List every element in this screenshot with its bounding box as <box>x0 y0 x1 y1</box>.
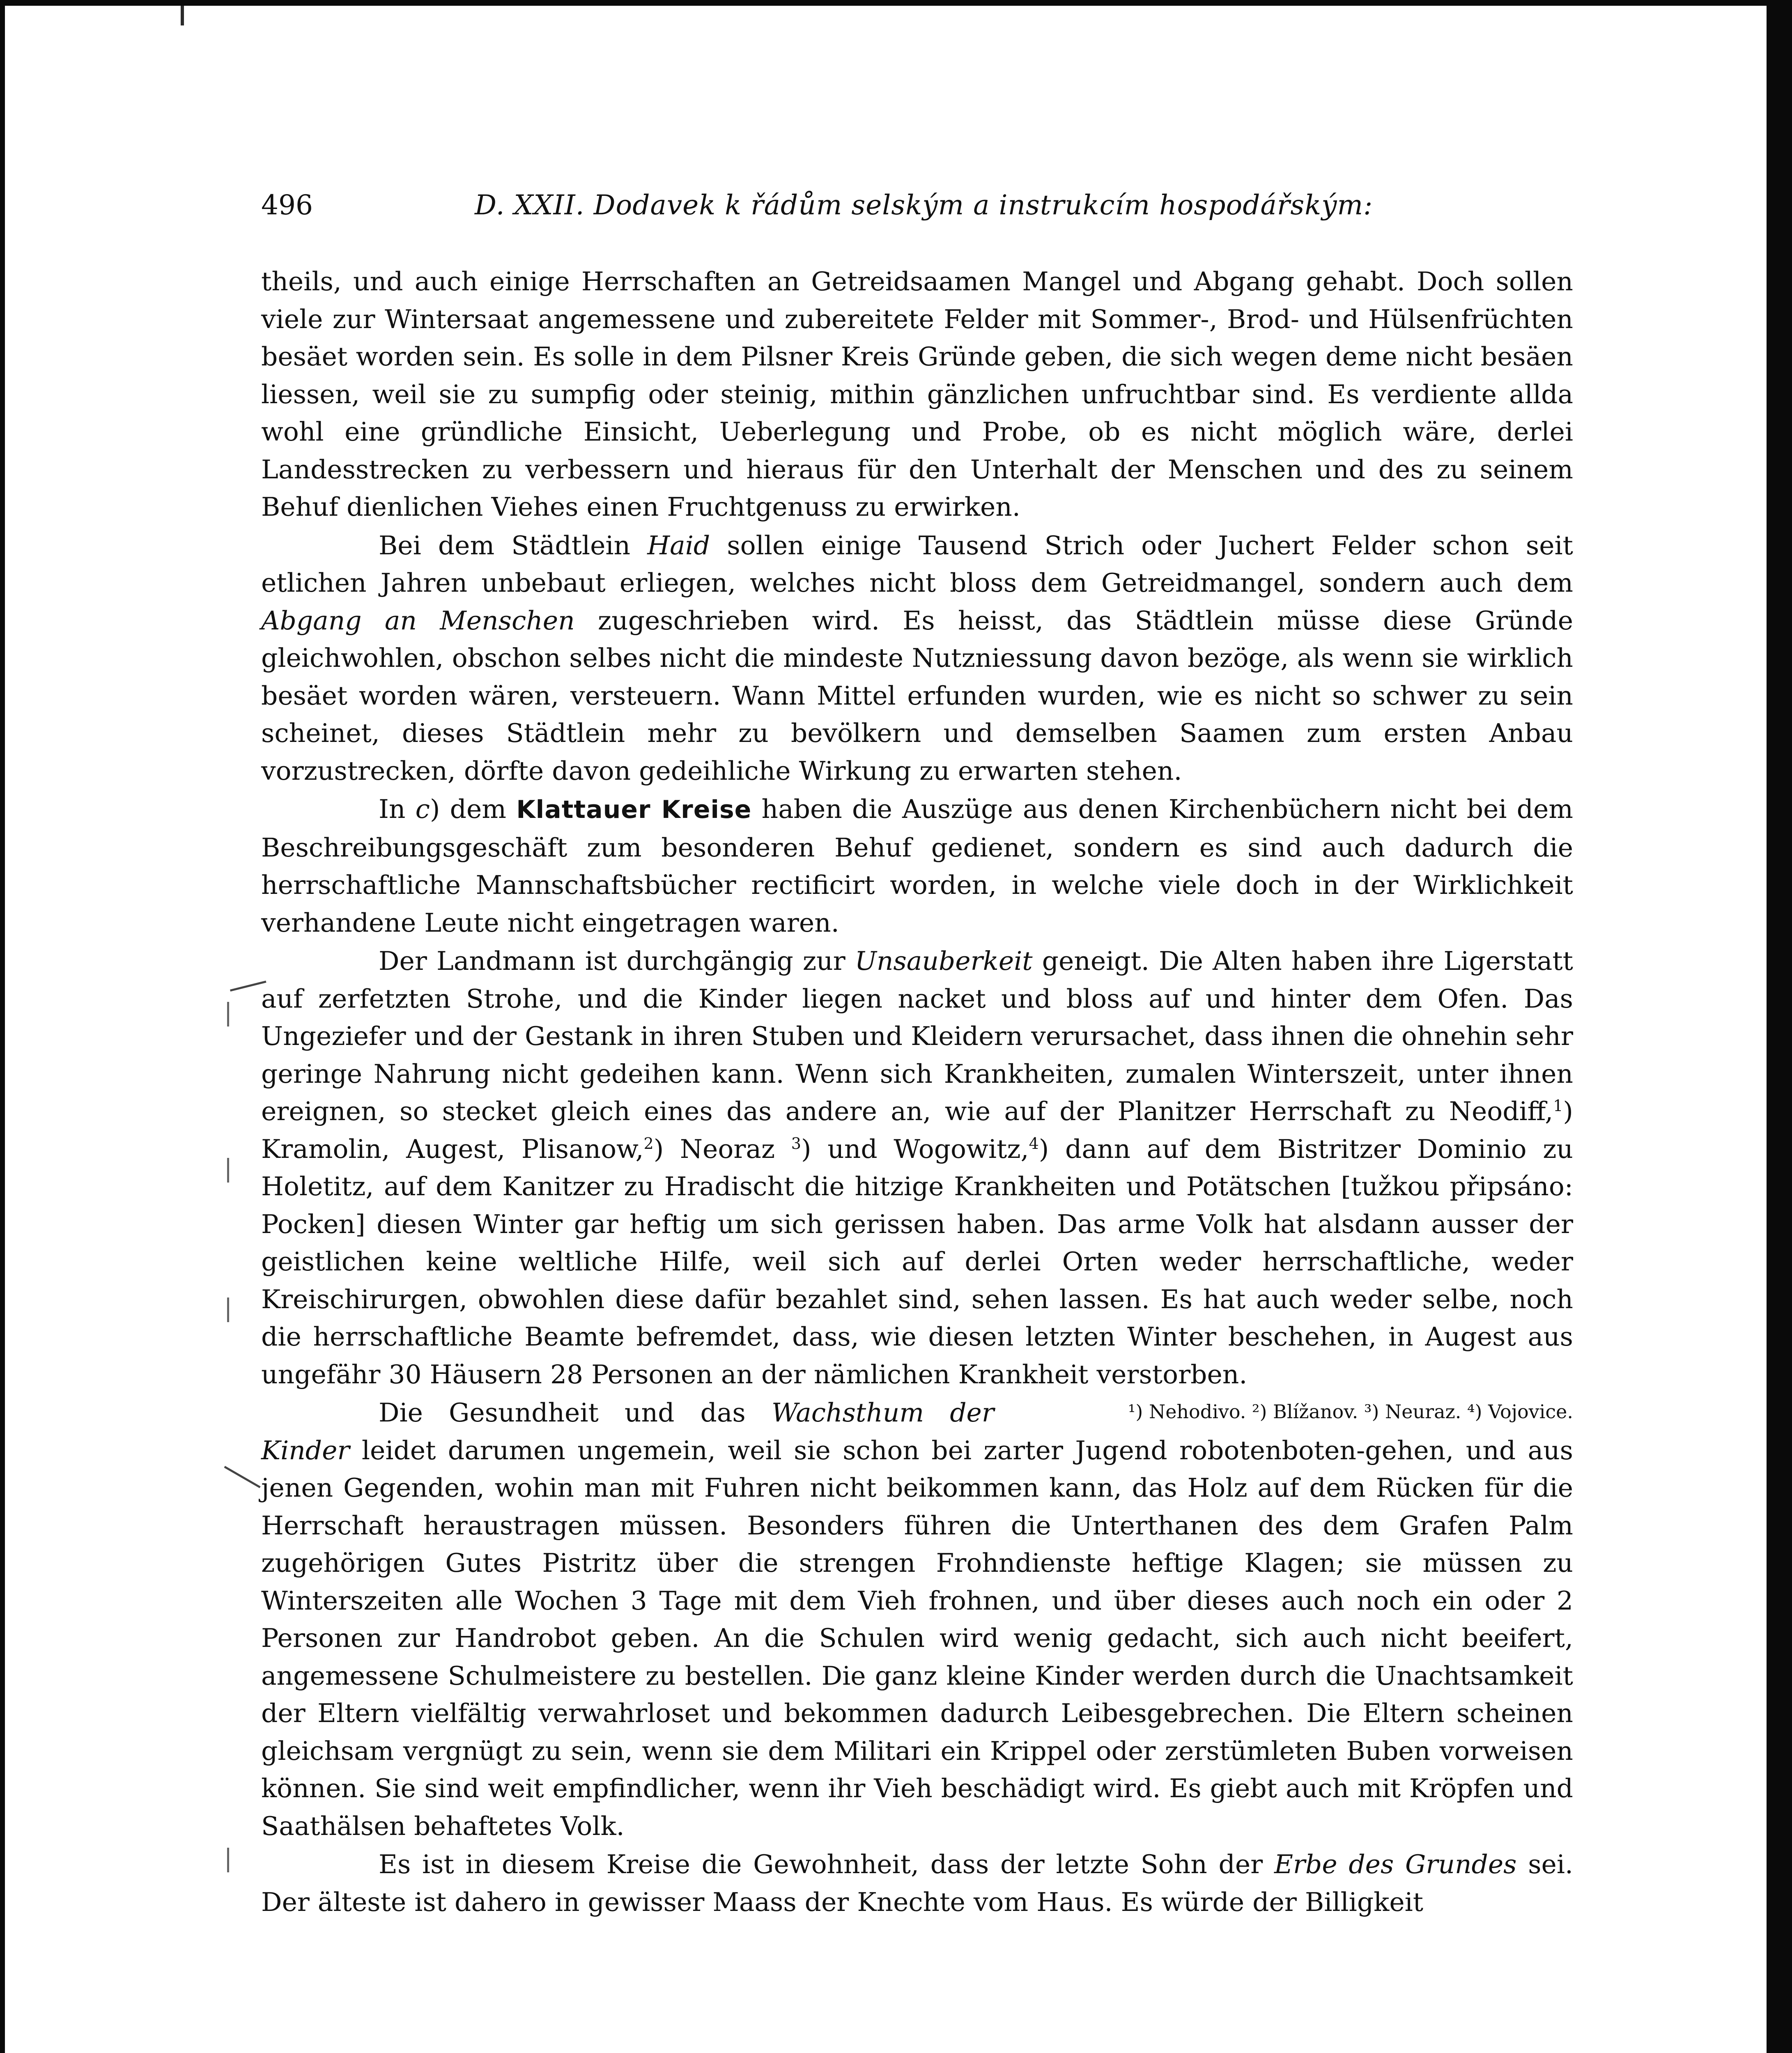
footnote-marker: 2 <box>643 1134 654 1153</box>
italic-emphasis: Abgang an Menschen <box>261 605 575 636</box>
paragraph <box>261 263 1573 526</box>
text-run: zugeschrieben wird. Es heisst, das Städtlein müsse diese Gründe gleichwohlen, obschon selbes nicht die mindeste Nutzniessung davon bezöge, als wenn sie wirklich besäet worden wären, versteuern. Wann Mittel erfunden wurden, wie es nicht so schwer zu sein scheinet, dieses Städtlein mehr zu bevölkern und demselben Saamen zum ersten Anbau vorzustrecken, dörfte davon gedeihliche Wirkung zu erwarten stehen. <box>261 605 1573 786</box>
text-run: leidet darumen ungemein, weil sie schon bei zarter Jugend robotenboten-gehen, und aus jenen Gegenden, wohin man mit Fuhren nicht beikommen kann, das Holz auf dem Rücken für die Herrschaft heraustragen müssen. Besonders führen die Unterthanen des dem Grafen Palm zugehörigen Gutes Pistritz über die strengen Frohndienste heftige Klagen; sie müssen zu Winterszeiten alle Wochen 3 Tage mit dem Vieh frohnen, und über dieses auch noch ein oder 2 Personen zur Handrobot geben. An die Schulen wird wenig gedacht, sich auch nicht beeifert, angemessene Schulmeistere zu bestellen. Die ganz kleine Kinder werden durch die Unachtsamkeit der Eltern vielfältig verwahrloset und bekommen dadurch Leibesgebrechen. Die Eltern scheinen gleichsam vergnügt zu sein, wenn sie dem Militari ein Krippel oder zerstümleten Buben vorweisen können. Sie sind weit empfindlicher, wenn ihr Vieh beschädigt wird. Es giebt auch mit Kröpfen und Saathälsen behaftetes Volk. <box>261 1435 1573 1841</box>
page-header <box>261 187 1573 224</box>
italic-letter: c <box>415 794 430 824</box>
paragraph-text: theils, und auch einige Herrschaften an Getreidsaamen Mangel und Abgang gehabt. Doch sollen viele zur Wintersaat angemessene und zubereitete Felder mit Sommer-, Brod- und Hülsenfrüchten besäet worden sein. Es solle in dem Pilsner Kreis Gründe geben, die sich wegen deme nicht besäen liessen, weil sie zu sumpfig oder steinig, mithin gänzlichen unfruchtbar sind. Es verdiente allda wohl eine gründliche Einsicht, Ueberlegung und Probe, ob es nicht möglich wäre, derlei Landesstrecken zu verbessern und hieraus für den Unterhalt der Menschen und des zu seinem Behuf dienlichen Viehes einen Fruchtgenuss zu erwirken. <box>261 266 1573 522</box>
text-run: sei. Der älteste ist dahero in gewisser Maass der Knechte vom Haus. Es würde der Billigkeit <box>261 1849 1573 1917</box>
body-text <box>261 263 1573 1921</box>
text-run: Kramolin, Augest, Plisanow, <box>261 1134 644 1164</box>
text-run: Bei dem Städtlein <box>379 530 648 560</box>
text-run: In <box>379 794 416 824</box>
margin-pencil-line <box>227 1297 229 1322</box>
paragraph <box>261 527 1573 790</box>
running-head: D. XXII. Dodavek k řádům selským a instrukcím hospodářským: <box>475 189 1373 221</box>
text-run: ) dem <box>430 794 517 824</box>
footnote-marker: 4 <box>1029 1134 1039 1153</box>
text-run: Es ist in diesem Kreise die Gewohnheit, dass der letzte Sohn der <box>379 1849 1274 1879</box>
paragraph <box>261 1394 1573 1845</box>
emphasized-region-name: Klattauer Kreise <box>516 795 752 824</box>
italic-emphasis: Erbe des Grundes <box>1274 1849 1517 1879</box>
text-run: Die Gesundheit und das <box>379 1398 772 1428</box>
text-run: Der Landmann ist durchgängig zur <box>379 946 855 976</box>
text-run: geneigt. Die Alten haben ihre Ligerstatt auf zerfetzten Strohe, und die Kinder liegen nacket und bloss auf und hinter dem Ofen. Das Ungeziefer und der Gestank in ihren Stuben und Kleidern verursachet, dass ihnen die ohnehin sehr geringe Nahrung nicht gedeihen kann. Wenn sich Krankheiten, zumalen Winterszeit, unter ihnen ereignen, so stecket gleich eines das andere an, wie auf der Planitzer Herrschaft zu Neodiff, <box>261 946 1573 1126</box>
paragraph <box>261 1846 1573 1921</box>
text-run: dann auf dem Bistritzer Dominio zu Holetitz, auf dem Kanitzer zu Hradischt die hitzige Krankheiten und Potätschen [tužkou připsáno: Pocken] diesen Winter gar heftig um sich gerissen haben. Das arme Volk hat alsdann ausser der geistlichen keine weltliche Hilfe, weil sich auf derlei Orten weder herrschaftliche, weder Kreischirurgen, obwohlen diese dafür bezahlet sind, sehen lassen. Es hat auch weder selbe, noch die herrschaftliche Beamte befremdet, dass, wie diesen letzten Winter beschehen, in Augest aus ungefähr 30 Häusern 28 Personen an der nämlichen Krankheit verstorben. <box>261 1134 1574 1389</box>
italic-emphasis: Wachsthum der Kinder <box>261 1398 994 1465</box>
footnote-marker: 3 <box>791 1134 801 1153</box>
margin-pencil-line <box>227 1848 229 1872</box>
text-run: Neoraz <box>664 1134 791 1164</box>
italic-place-name: Haid <box>647 530 710 560</box>
margin-pencil-line <box>227 1158 229 1183</box>
page-number: 496 <box>261 189 313 221</box>
margin-pencil-line <box>227 1002 229 1026</box>
footnote-marker: 1 <box>1553 1097 1563 1115</box>
italic-emphasis: Unsauberkeit <box>855 946 1033 976</box>
text-run: haben die Auszüge aus denen Kirchenbüchern nicht bei dem Beschreibungsgeschäft zum besonderen Behuf gedienet, sondern es sind auch dadurch die herrschaftliche Mannschaftsbücher rectificirt worden, in welche viele doch in der Wirklichkeit verhandene Leute nicht eingetragen waren. <box>261 794 1573 938</box>
text-run: sollen einige Tausend Strich oder Juchert Felder schon seit etlichen Jahren unbebaut erliegen, welches nicht bloss dem Getreidmangel, sondern auch dem <box>261 530 1573 598</box>
text-run: und Wogowitz, <box>811 1134 1029 1164</box>
footnotes: ¹) Nehodivo. ²) Blížanov. ³) Neuraz. ⁴) Vojovice. <box>1128 1401 1573 1423</box>
scan-blemish <box>181 6 184 25</box>
paragraph <box>261 790 1573 942</box>
paragraph: Der Landmann ist durchgängig zur Unsauberkeit geneigt. Die Alten haben ihre Ligerstatt auf zerfetzten Strohe, und die Kinder liegen nacket und bloss auf und hinter dem Ofen. Das Ungeziefer und der Gestank in ihren Stuben und Kleidern verursachet, dass ihnen die ohnehin sehr geringe Nahrung nicht gedeihen kann. Wenn sich Krankheiten, zumalen Winterszeit, unter ihnen ereignen, so stecket gleich eines das andere an, wie auf der Planitzer Herrschaft zu Neodiff,$^1$) Kramolin, Augest, Plisanow,$^2$) Neoraz $^3$) und Wogowitz,$^4$) dann auf dem Bistritzer Dominio zu Holetitz, auf dem Kanitzer zu Hradischt die hitzige Krankheiten und Potätschen [tužkou připsáno: Pocken] diesen Winter gar heftig um sich gerissen haben. Das arme Volk hat alsdann ausser der geistlichen keine weltliche Hilfe, weil sich auf derlei Orten weder herrschaftliche, weder Kreischirurgen, obwohlen diese dafür bezahlet sind, sehen lassen. Es hat auch weder selbe, noch die herrschaftliche Beamte befremdet, dass, wie diesen letzten Winter beschehen, in Augest aus ungefähr 30 Häusern 28 Personen an der nämlichen Krankheit verstorben. ¹) Nehodivo. ²) Blížanov. ³) Neuraz. ⁴) Vojovice. <box>261 942 1573 1393</box>
